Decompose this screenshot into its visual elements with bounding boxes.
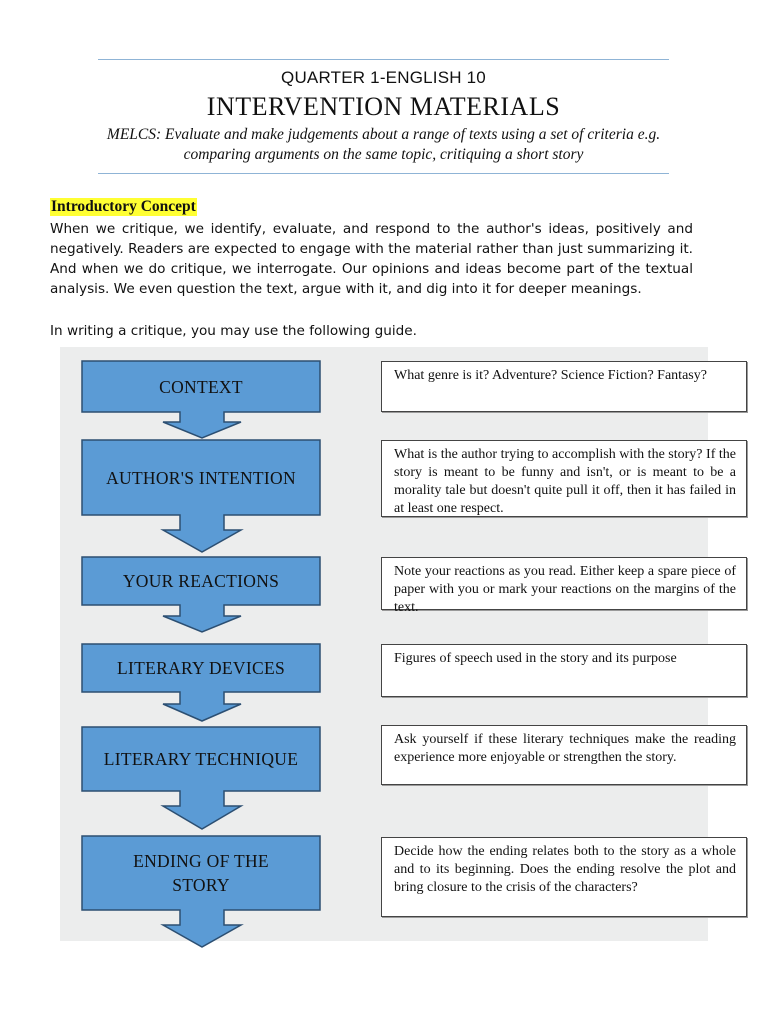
step-4-description: Figures of speech used in the story and its purpose xyxy=(381,644,747,697)
step-4-label: LITERARY DEVICES xyxy=(117,658,285,678)
step-5-label: LITERARY TECHNIQUE xyxy=(103,749,299,769)
step-6-label: ENDING OF THE STORY xyxy=(133,851,269,895)
step-5-description: Ask yourself if these literary techniques make the reading experience more enjoyable or strengthen the story. xyxy=(381,725,747,785)
introductory-concept-text xyxy=(50,219,693,299)
header-top-rule xyxy=(98,59,669,60)
step-2-label: AUTHOR'S INTENTION xyxy=(106,467,296,488)
step-2-description: What is the author trying to accomplish with the story? If the story is meant to be funny and isn't, or is meant to be a morality tale but doesn't quite pull it off, then it has failed in at least one respect. xyxy=(381,440,747,517)
step-3-label: YOUR REACTIONS xyxy=(122,571,280,591)
step-6-description: Decide how the ending relates both to the story as a whole and to its beginning. Does the ending resolve the plot and bring closure to the crisis of the characters? xyxy=(381,837,747,917)
introductory-concept-heading: Introductory Concept xyxy=(51,198,196,215)
step-1-label: CONTEXT xyxy=(159,376,243,397)
intro-paragraph: When we critique, we identify, evaluate, and respond to the author's ideas, positively and negatively. Readers are expected to engage with the material rather than just summarizing it. And when we do critique, we interrogate. Our opinions and ideas become part of the textual analysis. We even question the text, argue with it, and dig into it for deeper meanings. xyxy=(50,221,693,297)
header-bottom-rule xyxy=(98,173,669,174)
melcs-statement: MELCS: Evaluate and make judgements about a range of texts using a set of criteria e.g. comparing arguments on the same topic, critiquing a short story xyxy=(106,126,661,163)
quarter-subject-line: QUARTER 1-ENGLISH 10 xyxy=(281,68,486,87)
critique-guide-flowchart xyxy=(60,347,736,941)
guide-intro-line: In writing a critique, you may use the following guide. xyxy=(50,323,417,339)
step-3-description: Note your reactions as you read. Either keep a spare piece of paper with you or mark your reactions on the margins of the text. xyxy=(381,557,747,610)
step-1-description: What genre is it? Adventure? Science Fiction? Fantasy? xyxy=(381,361,747,412)
document-title: INTERVENTION MATERIALS xyxy=(206,92,561,121)
